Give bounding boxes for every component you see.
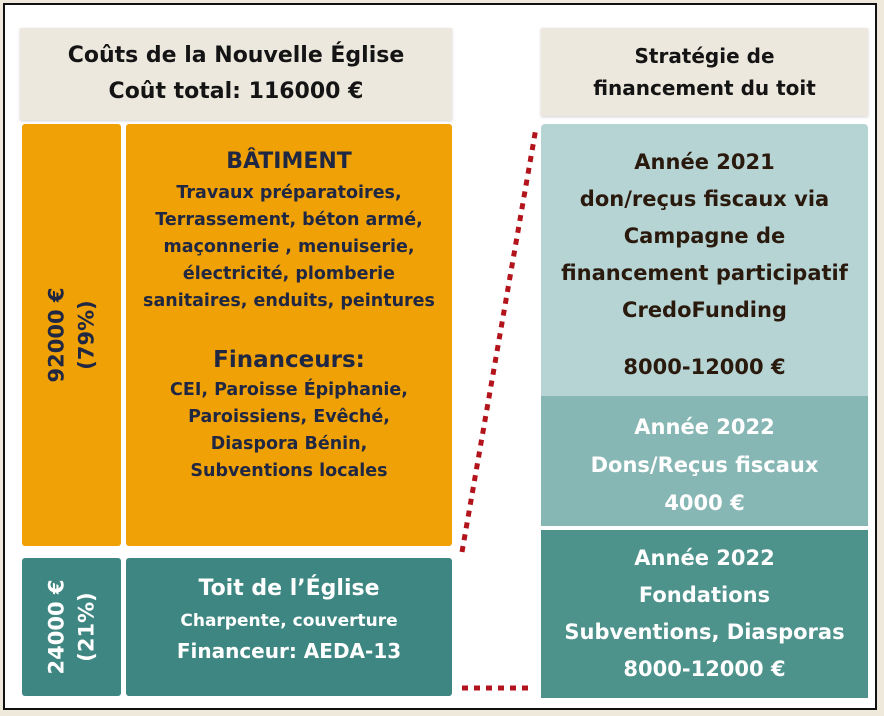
strategy-amount: 8000-12000 € (623, 355, 786, 379)
costs-total: Coût total: 116000 € (108, 79, 364, 104)
funders-title: Financeurs: (213, 347, 365, 373)
strategy-line: don/reçus fiscaux via (579, 187, 830, 211)
strategy-line: CredoFunding (622, 298, 787, 322)
building-item: sanitaires, enduits, peintures (143, 291, 435, 311)
funder-item: Diaspora Bénin, (210, 434, 368, 454)
roof-funder: Financeur: AEDA-13 (176, 639, 402, 663)
building-item: Terrassement, béton armé, (155, 210, 423, 230)
strategy-line: Dons/Reçus fiscaux (590, 453, 819, 477)
roof-percent: (21%) (74, 592, 99, 662)
roof-title: Toit de l’Église (198, 576, 380, 601)
funder-item: Subventions locales (190, 461, 388, 481)
strategy-amount: 4000 € (664, 491, 745, 515)
roof-subtitle: Charpente, couverture (180, 611, 398, 631)
strategy-line: Année 2022 (634, 546, 775, 570)
roof-amount: 24000 € (44, 579, 69, 675)
building-percent: (79%) (74, 300, 99, 370)
costs-title: Coûts de la Nouvelle Église (67, 43, 405, 68)
funder-item: Paroissiens, Evêché, (188, 407, 390, 427)
building-amount: 92000 € (44, 287, 69, 383)
strategy-line: Subventions, Diasporas (564, 620, 845, 644)
strategy-title-line2: financement du toit (593, 76, 816, 100)
strategy-line: Année 2022 (634, 415, 775, 439)
strategy-line: Année 2021 (634, 150, 775, 174)
funder-item: CEI, Paroisse Épiphanie, (170, 380, 408, 400)
strategy-line: Fondations (638, 583, 771, 607)
strategy-title-line1: Stratégie de (634, 44, 775, 68)
building-item: maçonnerie , menuiserie, (163, 237, 415, 257)
building-title: BÂTIMENT (226, 149, 352, 174)
building-item: Travaux préparatoires, (176, 183, 402, 203)
connector-upper (462, 128, 536, 552)
strategy-line: Campagne de (623, 224, 786, 248)
building-item: électricité, plomberie (182, 264, 396, 284)
strategy-amount: 8000-12000 € (623, 657, 786, 681)
strategy-line: financement participatif (561, 261, 848, 285)
